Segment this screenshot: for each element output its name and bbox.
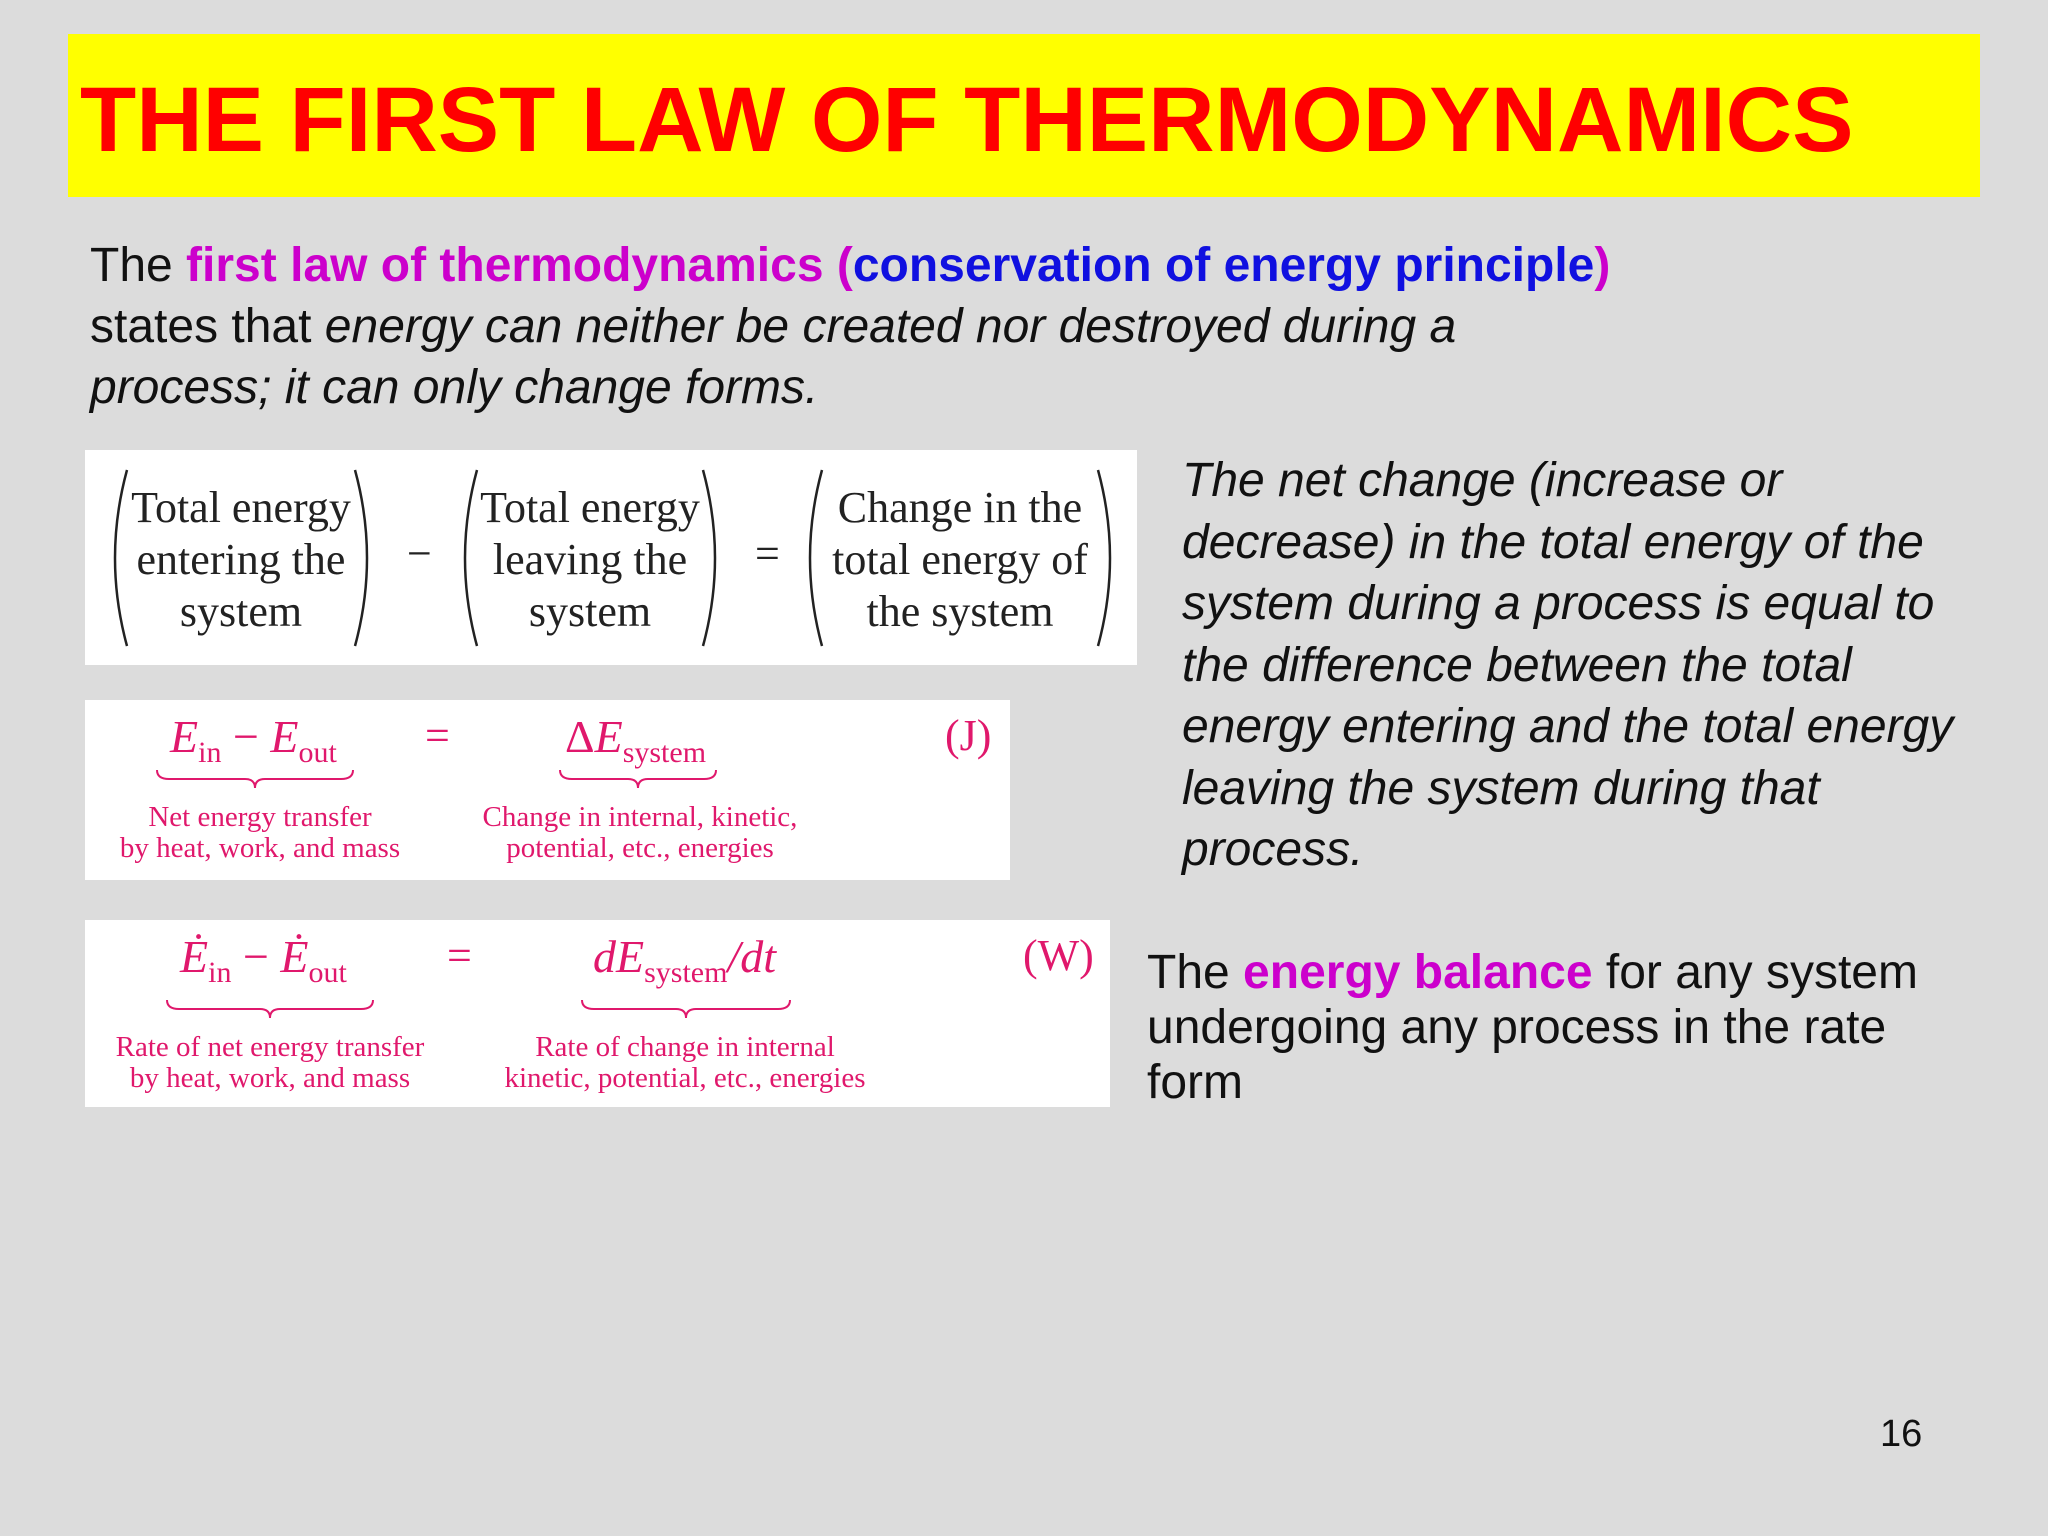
- term-energy-leaving: [455, 468, 725, 648]
- term-3-text: [800, 482, 1120, 638]
- term-1-text: [105, 482, 377, 638]
- caption-line: Rate of change in internal: [535, 1031, 835, 1063]
- underbrace-icon: [580, 998, 792, 1020]
- caption-line: Change in internal, kinetic,: [482, 801, 798, 833]
- note-text-1: The: [1147, 946, 1244, 999]
- term-energy-entering: [105, 468, 377, 648]
- equation-3-equals: =: [447, 931, 472, 980]
- term-2-text: [455, 482, 725, 638]
- slide-title: THE FIRST LAW OF THERMODYNAMICS: [80, 69, 1854, 171]
- conservation-term: conservation of energy principle: [852, 239, 1595, 292]
- energy-balance-equation-panel: [85, 700, 1010, 880]
- close-paren: ): [1594, 239, 1611, 292]
- energy-balance-term: energy balance: [1243, 946, 1593, 999]
- minus-sign: −: [407, 529, 432, 578]
- energy-in-minus-out: $E_{in} - E_{out}$: [170, 711, 337, 770]
- underbrace-icon: [558, 768, 718, 790]
- term-3-line-3: the system: [866, 587, 1054, 636]
- underbrace-icon: [165, 998, 375, 1020]
- first-law-term: first law of thermodynamics (: [186, 239, 853, 292]
- rate-form-equation-panel: [85, 920, 1110, 1107]
- intro-text-1: The: [90, 239, 187, 292]
- page-number: 16: [1880, 1413, 1923, 1455]
- caption-line: potential, etc., energies: [506, 832, 774, 864]
- title-banner: [68, 34, 1980, 197]
- term-2-line-2: leaving the: [492, 535, 688, 584]
- equals-sign: =: [755, 529, 780, 578]
- energy-rate-in-minus-out: $Ė_{in}$ − $Ė_{out}$: [180, 931, 347, 990]
- equation-2-equals: =: [425, 711, 450, 760]
- term-2-line-3: system: [528, 587, 652, 636]
- term-1-line-3: system: [179, 587, 303, 636]
- caption-rate-net-energy-transfer: [100, 1032, 440, 1094]
- word-equation-panel: [85, 450, 1137, 665]
- term-3-line-1: Change in the: [837, 483, 1083, 532]
- delta-e-system: $\Delta E_{system}$: [565, 711, 707, 770]
- energy-balance-note: [1147, 945, 1967, 1110]
- term-2-line-1: Total energy: [480, 483, 700, 532]
- term-change-in-energy: [800, 468, 1120, 648]
- unit-watts: (W): [1023, 931, 1094, 980]
- caption-line: Net energy transfer: [148, 801, 372, 833]
- caption-line: by heat, work, and mass: [129, 1062, 411, 1094]
- caption-change-in-energies: [470, 802, 810, 864]
- underbrace-icon: [155, 768, 355, 790]
- net-change-explanation: The net change (increase or decrease) in the total energy of the system during a process is equal to the difference between the total energy entering and the total energy leaving the system during that process.: [1182, 454, 1954, 876]
- caption-line: kinetic, potential, etc., energies: [504, 1062, 866, 1094]
- term-3-line-2: total energy of: [832, 535, 1088, 584]
- caption-line: by heat, work, and mass: [119, 832, 401, 864]
- intro-paragraph: [90, 235, 1650, 418]
- law-statement: energy can neither be created nor destroyed during a process; it can only change forms.: [90, 300, 1457, 414]
- term-1-line-1: Total energy: [131, 483, 351, 532]
- intro-text-2: states that: [90, 300, 325, 353]
- caption-rate-of-change: [485, 1032, 885, 1094]
- term-1-line-2: entering the: [136, 535, 346, 584]
- de-system-dt: $dE_{system}/dt$: [593, 931, 777, 990]
- note-text-2: for any system undergoing any process in the rate form: [1147, 946, 1918, 1109]
- caption-net-energy-transfer: [105, 802, 415, 864]
- unit-joules: (J): [945, 711, 992, 760]
- caption-line: Rate of net energy transfer: [115, 1031, 425, 1063]
